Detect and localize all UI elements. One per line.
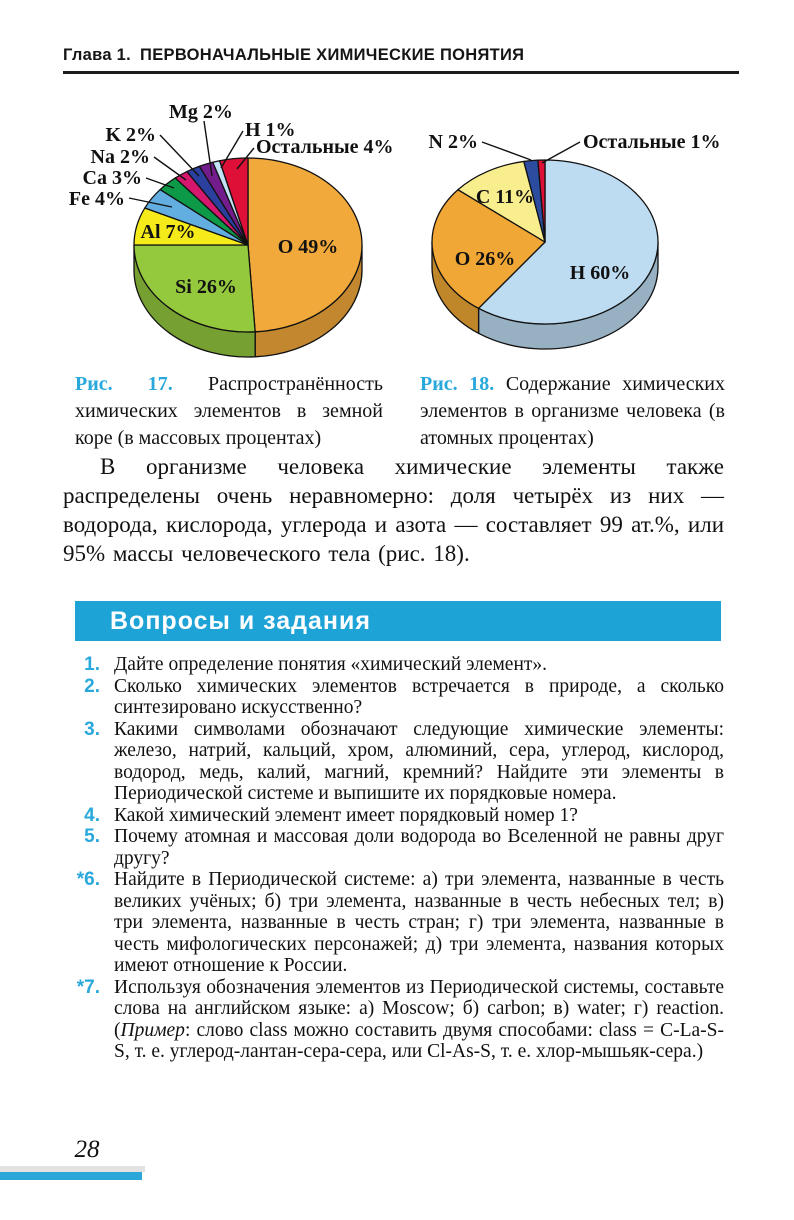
question-number: *7. xyxy=(76,976,100,998)
question-item-3 xyxy=(63,719,724,805)
questions-banner-title: Вопросы и задания xyxy=(110,606,371,635)
pie-label-Fe: Fe 4% xyxy=(68,188,125,210)
question-item-5 xyxy=(63,826,724,869)
pie-label-Na: Na 2% xyxy=(90,146,150,168)
pie-label-Ca: Ca 3% xyxy=(82,167,142,189)
chapter-number: Глава 1. xyxy=(63,46,132,64)
figure-17-caption-label: Рис. 17. xyxy=(75,373,173,395)
question-text: Найдите в Периодической системе: а) три элемента, названные в честь великих учёных; б) три элемента, названные в честь небесных тел; в) три элемента, названные в честь стран; г) три элемента, названные в честь мифологических персонажей; д) три элемента, названия которых имеют отношение к России. xyxy=(114,869,724,976)
figure-18-caption xyxy=(420,371,725,452)
question-text: Дайте определение понятия «химический элемент». xyxy=(114,654,548,675)
page-number: 28 xyxy=(74,1136,100,1163)
question-text: Какими символами обозначают следующие химические элементы: железо, натрий, кальций, хром, алюминий, сера, углерод, кислород, водород, медь, калий, магний, кремний? Найдите эти элементы в Периодической системе и выпишите их порядковые номера. xyxy=(114,718,724,804)
question-example-word: Пример xyxy=(120,1019,185,1041)
chapter-title: ПЕРВОНАЧАЛЬНЫЕ ХИМИЧЕСКИЕ ПОНЯТИЯ xyxy=(140,46,525,64)
question-text: Какой химический элемент имеет порядковый номер 1? xyxy=(114,804,578,826)
question-text: Почему атомная и массовая доли водорода во Вселенной не равны друг другу? xyxy=(114,826,724,869)
question-number: *6. xyxy=(76,869,100,890)
pie-leader-Остальные xyxy=(542,142,580,163)
question-item-4 xyxy=(63,805,724,827)
pie-label-C: C 11% xyxy=(475,186,535,208)
figure-17-pie-chart xyxy=(60,90,400,375)
question-number: 5. xyxy=(84,826,100,847)
body-paragraph: В организме человека химические элементы также распределены очень неравномерно: доля четырёх из них — водорода, кислорода, углерода и азота — составляет 99 ат.%, или 95% массы человеческого тела (рис. 18). xyxy=(63,454,724,566)
question-text: Сколько химических элементов встречается в природе, а сколько синтезировано искусственно? xyxy=(114,675,724,718)
pie-label-Остальные: Остальные 1% xyxy=(583,131,721,153)
pie-label-Mg: Mg 2% xyxy=(169,101,233,123)
questions-list xyxy=(63,654,724,1063)
figure-18-caption-label: Рис. 18. xyxy=(420,373,495,395)
header-rule xyxy=(63,71,739,74)
question-item-7 xyxy=(63,977,724,1063)
pie-label-H: H 60% xyxy=(569,262,631,284)
figure-18-pie-chart xyxy=(400,90,740,375)
question-item-6 xyxy=(63,869,724,977)
question-item-1 xyxy=(63,654,724,676)
chapter-header xyxy=(63,46,739,65)
question-text-after: : слово class можно составить двумя способами: class = C-La-S-S, т. е. углерод-лантан-сера-сера, или Cl-As-S, т. е. хлор-мышьяк-сера.) xyxy=(114,1019,724,1062)
figure-17-caption-text: Распространённость химических элементов в земной коре (в массовых процентах) xyxy=(75,373,383,449)
question-number: 1. xyxy=(84,654,100,675)
question-number: 3. xyxy=(84,718,100,740)
pie-label-O: O 49% xyxy=(277,236,339,258)
question-item-2 xyxy=(63,676,724,719)
question-text-before: Используя обозначения элементов из Периодической системы, составьте слова на английском языке: а) Moscow; б) carbon; в) water; г) reaction. ( xyxy=(114,976,724,1041)
question-number: 2. xyxy=(84,675,100,697)
pie-leader-K xyxy=(160,135,199,176)
pie-label-K: K 2% xyxy=(105,124,156,146)
pie-label-Al: Al 7% xyxy=(140,221,196,243)
pie-label-Остальные: Остальные 4% xyxy=(256,136,394,158)
pie-label-Si: Si 26% xyxy=(175,276,237,298)
figure-17-caption xyxy=(75,371,383,452)
question-number: 4. xyxy=(84,804,100,826)
footer-cyan-bar xyxy=(0,1172,142,1180)
pie-label-H: H 1% xyxy=(245,119,296,141)
pie-leader-Na xyxy=(154,157,186,180)
question-text xyxy=(114,977,724,1063)
figure-18-caption-text: Содержание химических элементов в организме человека (в атомных процентах) xyxy=(420,373,725,449)
questions-banner xyxy=(75,601,721,641)
pie-leader-N xyxy=(482,142,531,160)
pie-label-O: O 26% xyxy=(454,248,516,270)
pie-label-N: N 2% xyxy=(428,131,478,153)
